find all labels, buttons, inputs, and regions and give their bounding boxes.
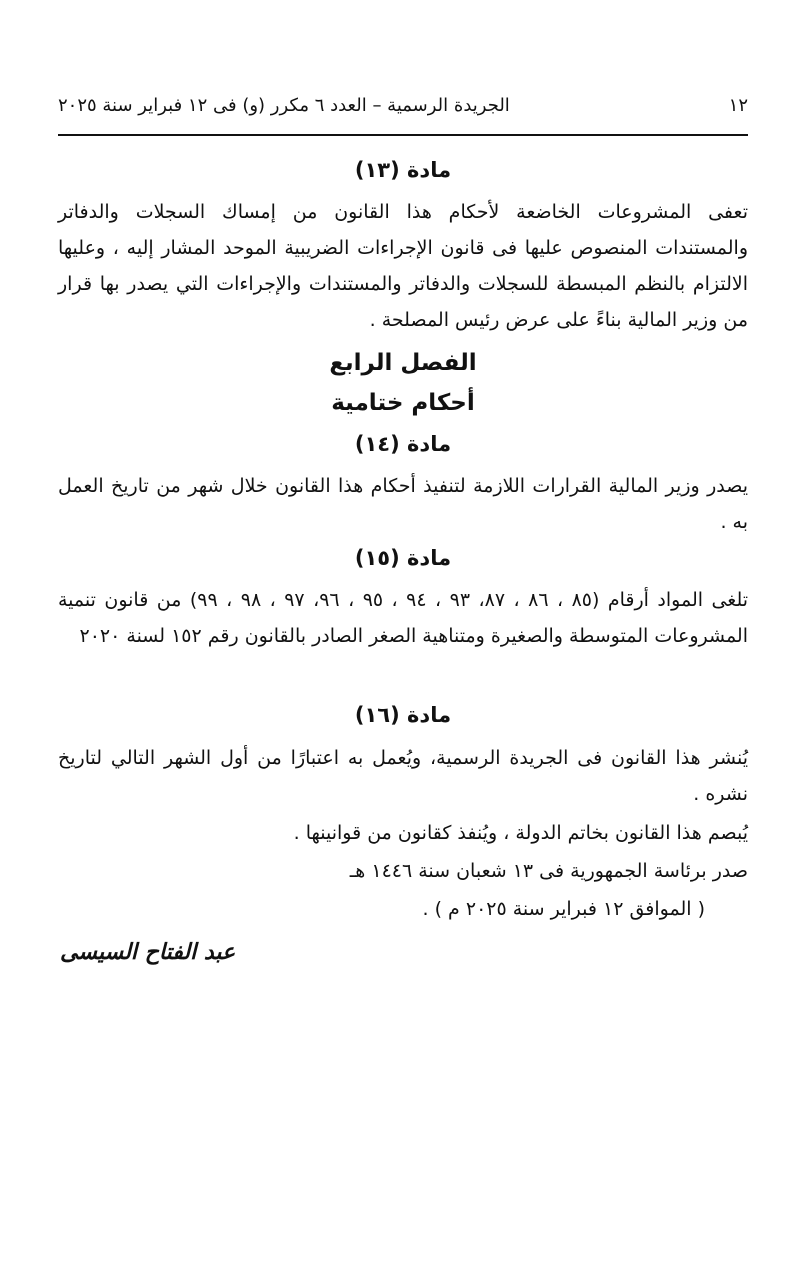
article-14-title: مادة (١٤): [354, 432, 452, 456]
publication-line: الجريدة الرسمية – العدد ٦ مكرر (و) فى ١٢ فبراير سنة ٢٠٢٥: [58, 94, 510, 116]
page-header: [58, 88, 748, 122]
page-number: ١٢: [728, 94, 748, 116]
article-16-text: يُنشر هذا القانون فى الجريدة الرسمية، ويُعمل به اعتبارًا من أول الشهر التالي لتاريخ نشره .: [58, 747, 748, 805]
chapter-title: الفصل الرابع: [329, 350, 477, 376]
article-13-title: مادة (١٣): [354, 158, 452, 182]
date-line: ( الموافق ١٢ فبراير سنة ٢٠٢٥ م ) .: [422, 898, 705, 920]
signature: عبد الفتاح السيسى: [60, 940, 236, 965]
chapter-subtitle: أحكام ختامية: [331, 390, 475, 416]
issued-line: صدر برئاسة الجمهورية فى ١٣ شعبان سنة ١٤٤٦ هـ: [349, 860, 748, 882]
article-14-text: يصدر وزير المالية القرارات اللازمة لتنفيذ أحكام هذا القانون خلال شهر من تاريخ العمل به .: [58, 475, 748, 533]
article-15-text: تلغى المواد أرقام (٨٥ ، ٨٦ ، ٨٧، ٩٣ ، ٩٤ ، ٩٥ ، ٩٦، ٩٧ ، ٩٨ ، ٩٩) من قانون تنمية المشروعات المتوسطة والصغيرة ومتناهية الصغر الصادر بالقانون رقم ١٥٢ لسنة ٢٠٢٠: [58, 589, 749, 647]
header-divider: [58, 134, 748, 136]
seal-line: يُبصم هذا القانون بخاتم الدولة ، ويُنفذ كقانون من قوانينها .: [293, 822, 748, 844]
article-15-title: مادة (١٥): [354, 546, 452, 570]
article-13-text: تعفى المشروعات الخاضعة لأحكام هذا القانون من إمساك السجلات والدفاتر والمستندات المنصوص عليها فى قانون الإجراءات الضريبية الموحد المشار إليه ، وعليها الالتزام بالنظم المبسطة للسجلات والدفاتر والمستندات والإجراءات التي يصدر بها قرار من وزير المالية بناءً على عرض رئيس المصلحة .: [58, 201, 748, 331]
article-16-title: مادة (١٦): [354, 703, 452, 727]
